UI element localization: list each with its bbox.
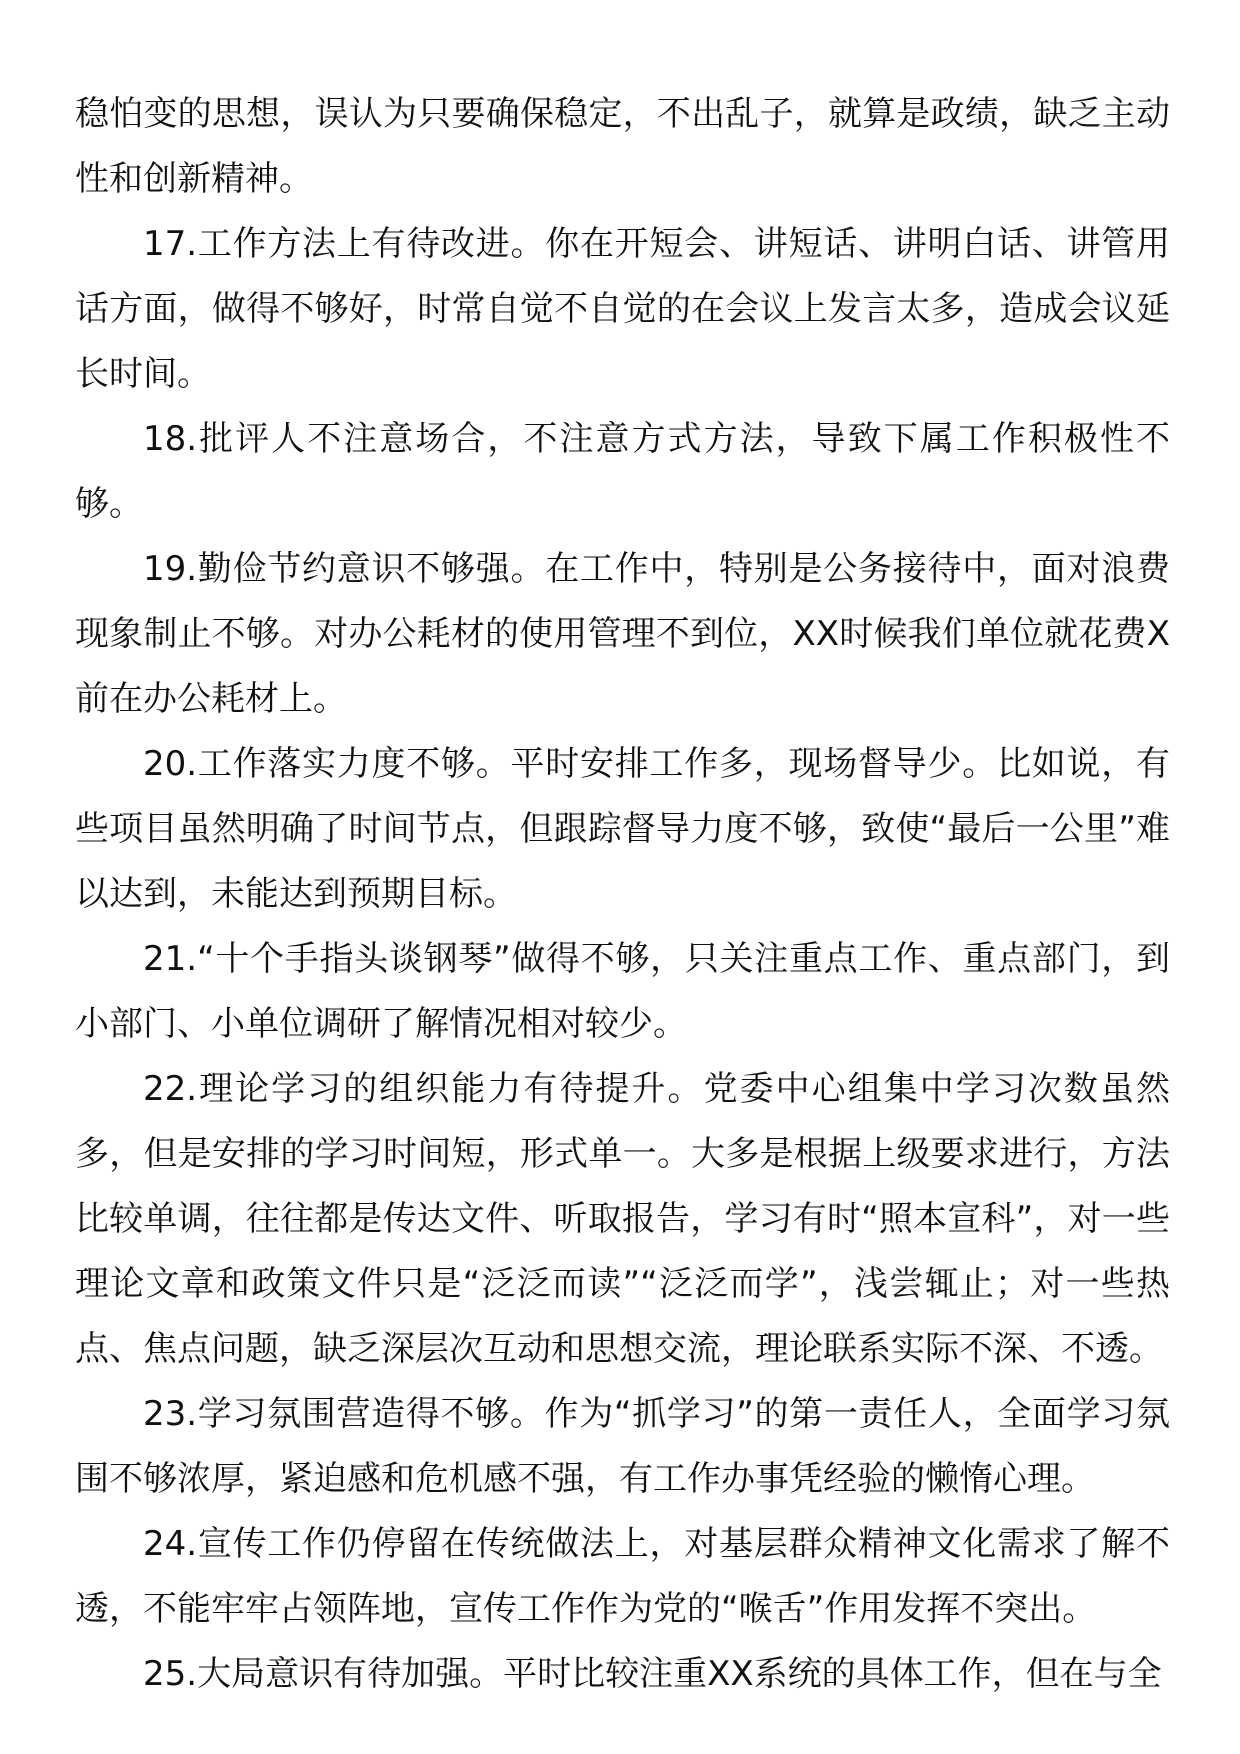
paragraph-item-18: 18.批评人不注意场合，不注意方式方法，导致下属工作积极性不够。: [75, 419, 1170, 524]
paragraph-item-21: 21.“十个手指头谈钢琴”做得不够，只关注重点工作、重点部门，到小部门、小单位调研了解情况相对较少。: [75, 939, 1170, 1044]
document-body: [75, 82, 1170, 1707]
paragraph-item-20: 20.工作落实力度不够。平时安排工作多，现场督导少。比如说，有些项目虽然明确了时间节点，但跟踪督导力度不够，致使“最后一公里”难以达到，未能达到预期目标。: [75, 744, 1170, 914]
paragraph-item-22: 22.理论学习的组织能力有待提升。党委中心组集中学习次数虽然多，但是安排的学习时间短，形式单一。大多是根据上级要求进行，方法比较单调，往往都是传达文件、听取报告，学习有时“照本宣科”，对一些理论文章和政策文件只是“泛泛而读”“泛泛而学”，浅尝辄止；对一些热点、焦点问题，缺乏深层次互动和思想交流，理论联系实际不深、不透。: [75, 1069, 1170, 1369]
paragraph-item-25: 25.大局意识有待加强。平时比较注重XX系统的具体工作，但在与全: [143, 1654, 1162, 1694]
paragraph-item-17: 17.工作方法上有待改进。你在开短会、讲短话、讲明白话、讲管用话方面，做得不够好，时常自觉不自觉的在会议上发言太多，造成会议延长时间。: [75, 224, 1170, 394]
paragraph-item-19: 19.勤俭节约意识不够强。在工作中，特别是公务接待中，面对浪费现象制止不够。对办公耗材的使用管理不到位，XX时候我们单位就花费X前在办公耗材上。: [75, 549, 1170, 719]
paragraph-continuation: 稳怕变的思想，误认为只要确保稳定，不出乱子，就算是政绩，缺乏主动性和创新精神。: [75, 94, 1170, 199]
paragraph-item-23: 23.学习氛围营造得不够。作为“抓学习”的第一责任人，全面学习氛围不够浓厚，紧迫感和危机感不强，有工作办事凭经验的懒惰心理。: [75, 1394, 1170, 1499]
paragraph-item-24: 24.宣传工作仍停留在传统做法上，对基层群众精神文化需求了解不透，不能牢牢占领阵地，宣传工作作为党的“喉舌”作用发挥不突出。: [75, 1524, 1170, 1629]
